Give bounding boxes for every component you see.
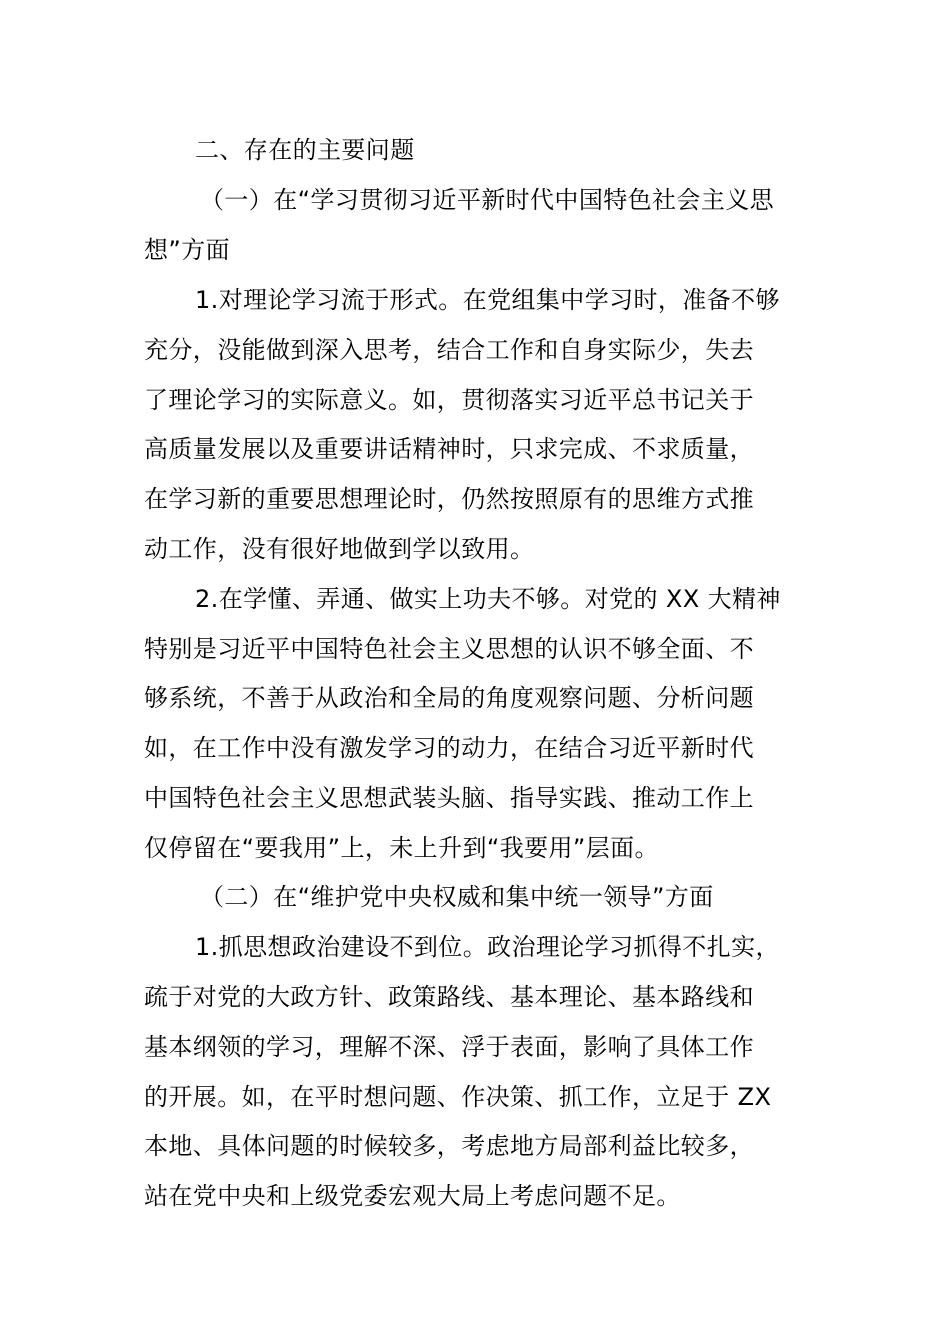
paragraph-line: 1.对理论学习流于形式。在党组集中学习时，准备不够 [195, 286, 780, 314]
subsection-heading-1: （一）在“学习贯彻习近平新时代中国特色社会主义思 [200, 186, 775, 214]
paragraph-line: 仅停留在“要我用”上，未上升到“我要用”层面。 [144, 834, 659, 862]
paragraph-line: 站在党中央和上级党委宏观大局上考虑问题不足。 [144, 1182, 681, 1210]
subsection-heading-2: （二）在“维护党中央权威和集中统一领导”方面 [200, 883, 714, 911]
paragraph-line: 的开展。如，在平时想问题、作决策、抓工作，立足于 ZX [144, 1083, 772, 1111]
paragraph-line: 充分，没能做到深入思考，结合工作和自身实际少，失去 [144, 336, 754, 364]
paragraph-line: 疏于对党的大政方针、政策路线、基本理论、基本路线和 [144, 983, 754, 1011]
paragraph-line: 在学习新的重要思想理论时，仍然按照原有的思维方式推 [144, 485, 754, 513]
paragraph-line: 高质量发展以及重要讲话精神时，只求完成、不求质量， [144, 435, 754, 463]
paragraph-line: 如，在工作中没有激发学习的动力，在结合习近平新时代 [144, 734, 754, 762]
paragraph-line: 中国特色社会主义思想武装头脑、指导实践、推动工作上 [144, 784, 754, 812]
paragraph-line: 动工作，没有很好地做到学以致用。 [144, 535, 535, 563]
paragraph-line: 基本纲领的学习，理解不深、浮于表面，影响了具体工作 [144, 1033, 754, 1061]
paragraph-line: 了理论学习的实际意义。如，贯彻落实习近平总书记关于 [144, 386, 754, 414]
paragraph-line: 1.抓思想政治建设不到位。政治理论学习抓得不扎实， [195, 933, 780, 961]
paragraph-line: 够系统，不善于从政治和全局的角度观察问题、分析问题 [144, 684, 754, 712]
paragraph-line: 2.在学懂、弄通、做实上功夫不够。对党的 XX 大精神 [195, 585, 781, 613]
subsection-heading-1-cont: 想”方面 [144, 236, 231, 264]
section-heading: 二、存在的主要问题 [195, 136, 415, 164]
paragraph-line: 本地、具体问题的时候较多，考虑地方局部利益比较多， [144, 1132, 754, 1160]
paragraph-line: 特别是习近平中国特色社会主义思想的认识不够全面、不 [144, 635, 754, 663]
